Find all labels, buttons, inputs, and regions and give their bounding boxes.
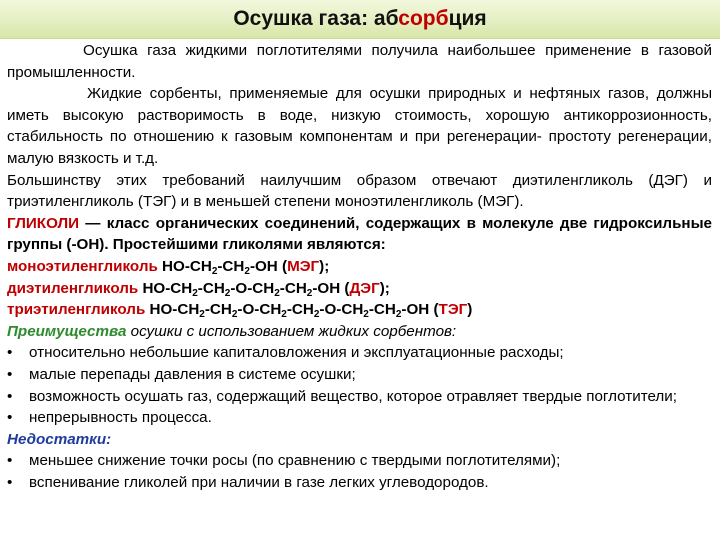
bullet-icon: • [7, 344, 13, 362]
disadvantages-heading: Недостатки: [7, 430, 112, 448]
bullet-icon: • [7, 387, 13, 405]
formula-teg: триэтиленгликоль $HO-CH_2-CH_2-O-CH_2-CH_2-O-CH_2-CH_2-OH$ (ТЭГ) [7, 301, 473, 321]
formula-deg-name: диэтиленгликоль [7, 279, 139, 297]
advantage-item-text: непрерывность процесса. [29, 409, 212, 427]
advantage-item-text: малые перепады давления в системе осушки; [29, 365, 356, 383]
advantage-item [7, 364, 712, 386]
bullet-icon: • [7, 365, 13, 383]
formula-meg: моноэтиленгликоль $HO-CH_2-CH_2-OH$ (МЭГ); [7, 257, 330, 277]
formula-meg-abbr: МЭГ [287, 257, 320, 275]
bullet-icon: • [7, 452, 13, 470]
disadvantage-item-text: вспенивание гликолей при наличии в газе легких углеводородов. [29, 473, 489, 491]
disadvantage-item-text: меньшее снижение точки росы (по сравнению с твердыми поглотителями); [29, 452, 561, 470]
paragraph-best-sorbents: Большинству этих требований наилучшим образом отвечают диэтиленгликоль (ДЭГ) и триэтиленгликоль (ТЭГ) и в меньшей степени моноэтиленгликоль (МЭГ). [7, 171, 712, 211]
disadvantage-item [7, 450, 712, 472]
advantage-item-text: относительно небольшие капиталовложения и эксплуатационные расходы; [29, 344, 564, 362]
bullet-icon: • [7, 473, 13, 491]
formula-teg-abbr: ТЭГ [438, 301, 468, 319]
advantage-item [7, 386, 712, 408]
advantages-heading [7, 321, 712, 343]
paragraph-intro: Осушка газа жидкими поглотителями получила наибольшее применение в газовой промышленности. [7, 42, 712, 81]
page-title [233, 7, 486, 30]
title-text-start: Осушка газа: аб [233, 7, 399, 30]
formula-deg: диэтиленгликоль $HO-CH_2-CH_2-O-CH_2-CH_2-OH$ (ДЭГ); [7, 279, 390, 299]
advantage-item [7, 342, 712, 364]
disadvantage-item [7, 472, 712, 494]
advantages-heading-text: осушки с использованием жидких сорбентов: [126, 322, 457, 340]
formula-teg-name: триэтиленгликоль [7, 301, 146, 319]
formula-deg-abbr: ДЭГ [349, 279, 380, 297]
glycols-definition-text: — класс органических соединений, содержащих в молекуле две гидроксильные группы (-ОН). Простейшими гликолями являются: [7, 214, 712, 254]
bullet-icon: • [7, 409, 13, 427]
formula-meg-name: моноэтиленгликоль [7, 257, 158, 275]
glycols-term: ГЛИКОЛИ [7, 214, 80, 232]
title-text-accent: сорб [398, 7, 449, 30]
slide-content [7, 40, 712, 493]
advantage-item [7, 407, 712, 429]
advantages-label: Преимущества [7, 322, 127, 340]
title-text-end: ция [448, 7, 487, 30]
title-bar [0, 0, 720, 39]
paragraph-sorbents: Жидкие сорбенты, применяемые для осушки природных и нефтяных газов, должны иметь высокую растворимость в воде, низкую стоимость, хорошую антикоррозионность, стабильность по отношению к газовым компонентам и при регенерации- простоту регенерации, малую вязкость и т.д. [7, 85, 712, 167]
advantage-item-text: возможность осушать газ, содержащий вещество, которое отравляет твердые поглотители; [29, 387, 678, 405]
glycols-definition [7, 213, 712, 256]
